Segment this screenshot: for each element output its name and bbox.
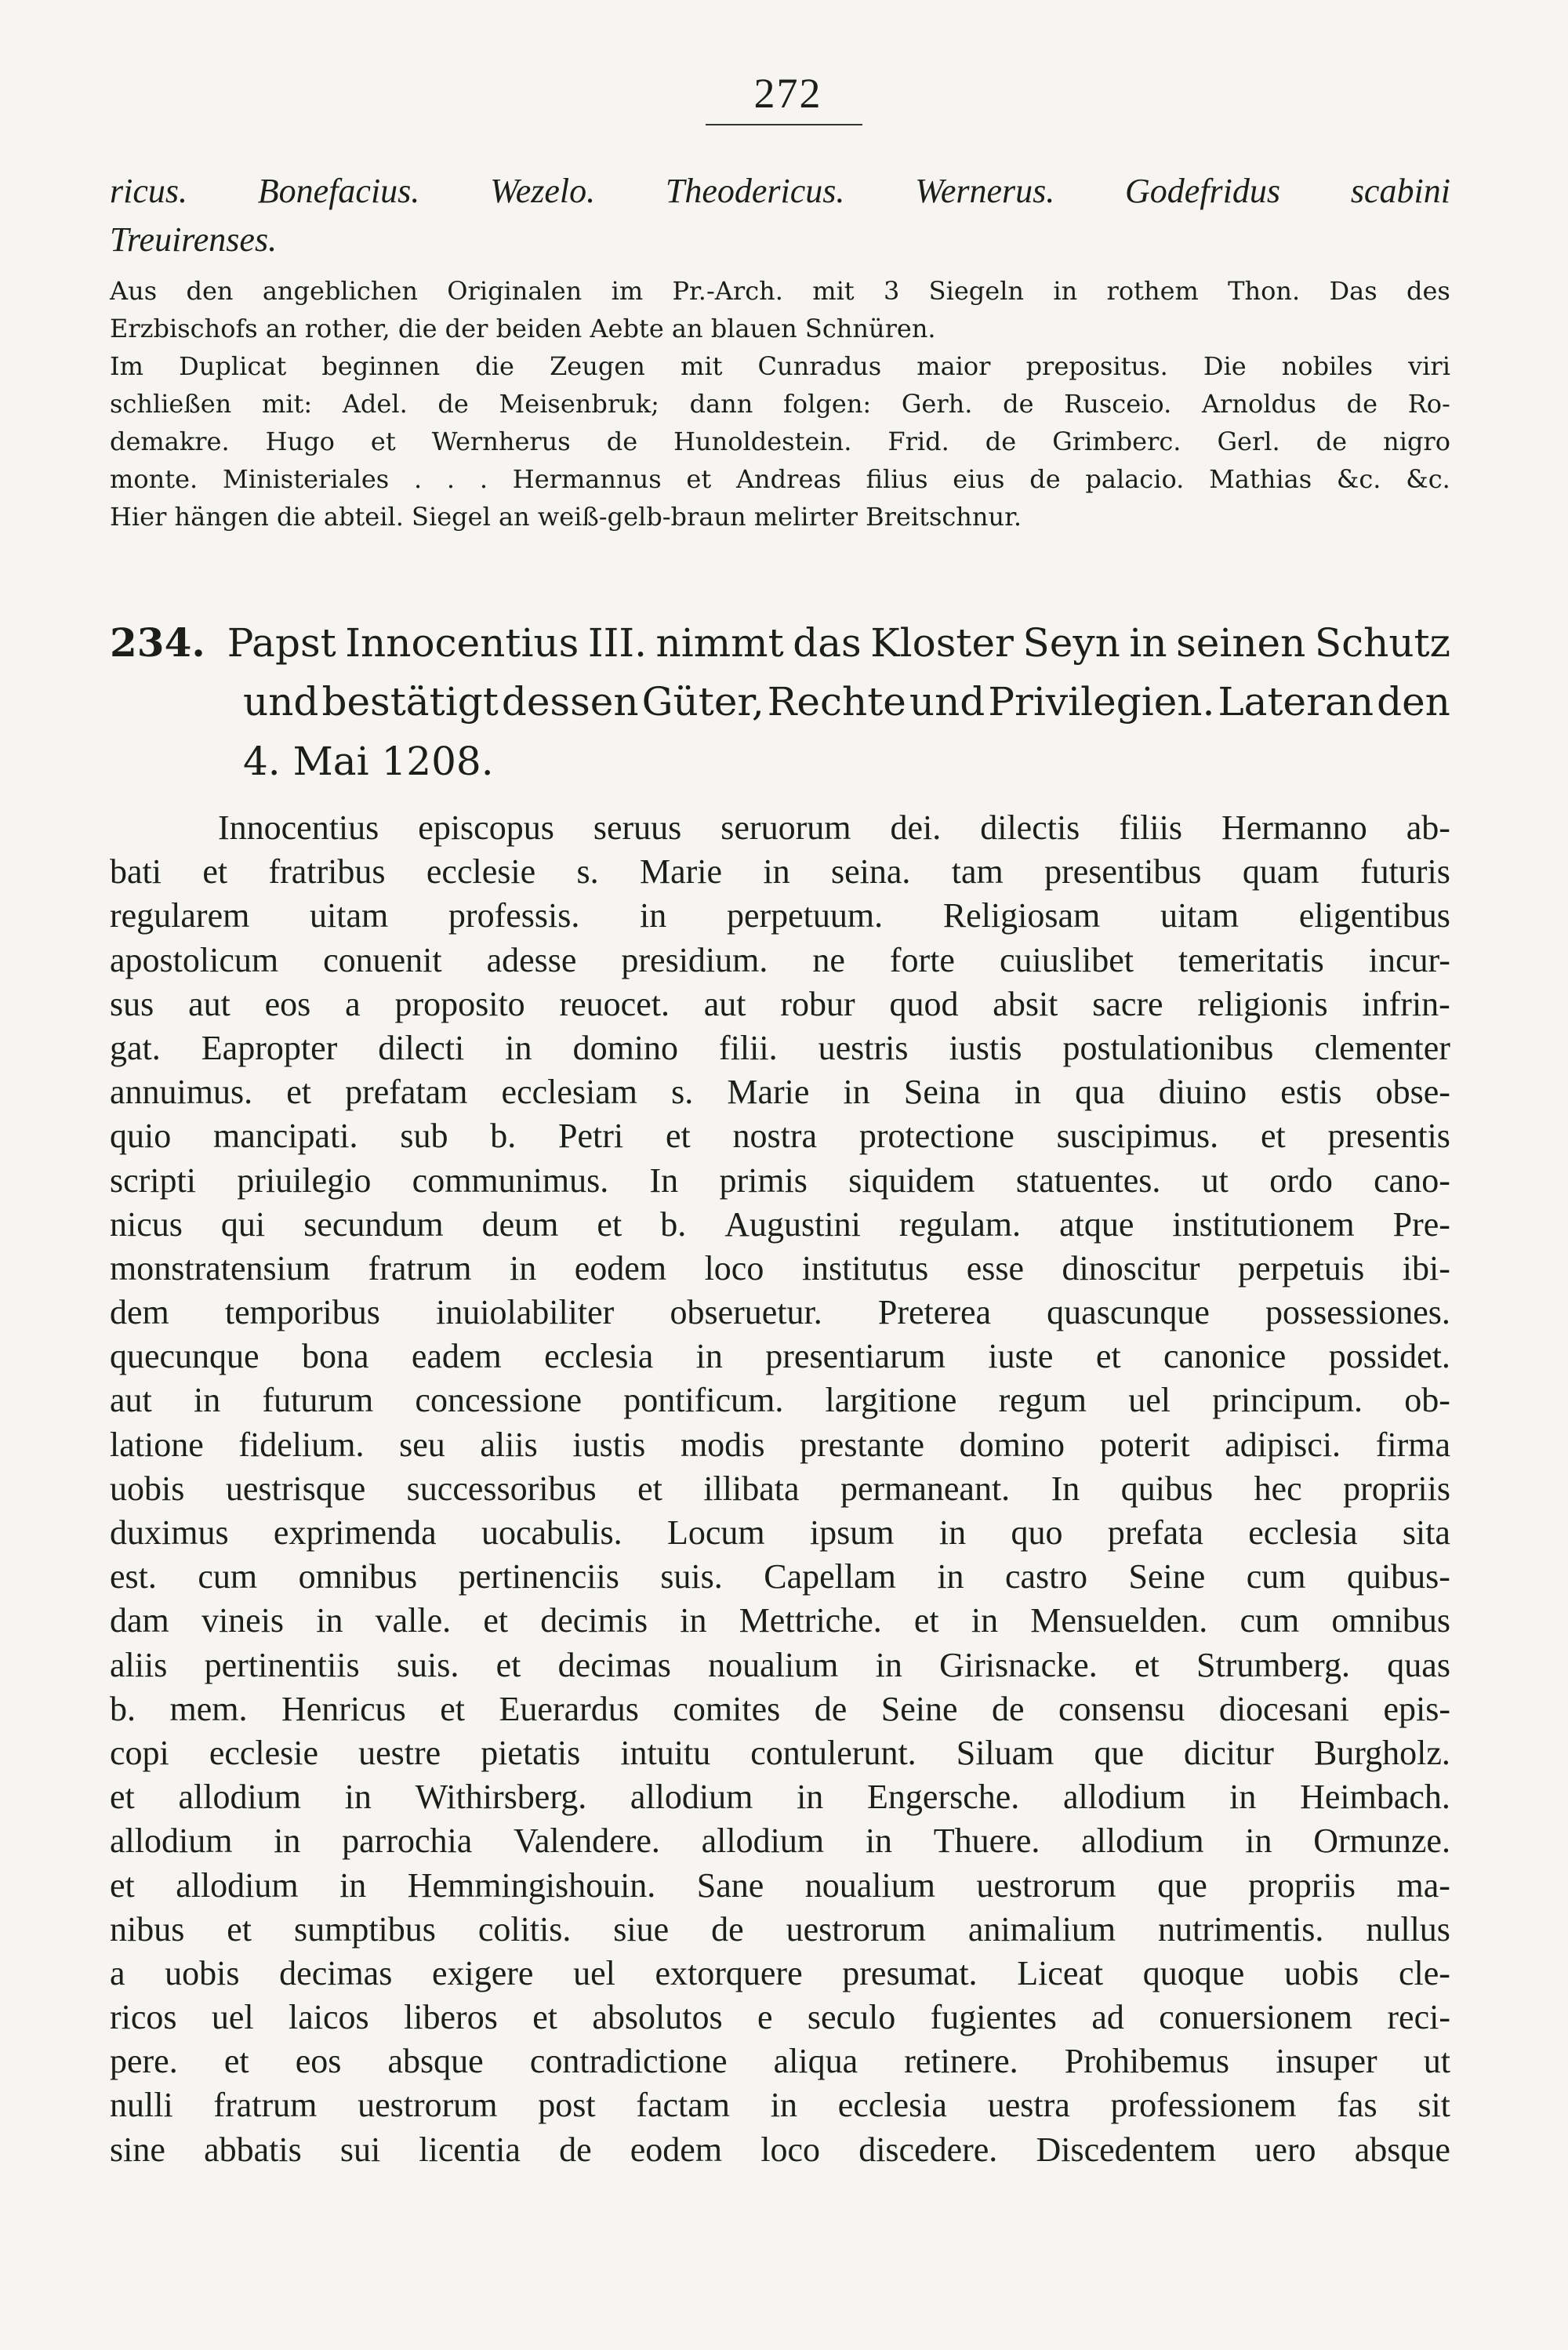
body-line: quecunque bona eadem ecclesia in presentiarum iuste et canonice possidet. — [110, 1337, 1450, 1376]
body-line: b. mem. Henricus et Euerardus comites de Seine de consensu diocesani epis- — [110, 1689, 1450, 1728]
body-line: annuimus. et prefatam ecclesiam s. Marie in Seina in qua diuino estis obse- — [110, 1073, 1450, 1112]
body-line: monstratensium fratrum in eodem loco institutus esse dinoscitur perpetuis ibi- — [110, 1248, 1450, 1288]
heading-line: Papst Innocentius III. nimmt das Kloster Seyn in seinen Schutz — [227, 620, 1450, 666]
body-line: apostolicum conuenit adesse presidium. ne forte cuiuslibet temeritatis incur- — [110, 940, 1450, 979]
note-line: demakre. Hugo et Wernherus de Hunoldestein. Frid. de Grimberc. Gerl. de nigro — [110, 427, 1450, 456]
body-line: dem temporibus inuiolabiliter obseruetur. Preterea quascunque possessiones. — [110, 1293, 1450, 1332]
page-number-rule — [706, 124, 862, 125]
body-line: sus aut eos a proposito reuocet. aut robur quod absit sacre religionis infrin- — [110, 984, 1450, 1023]
body-line: uobis uestrisque successoribus et illibata permaneant. In quibus hec propriis — [110, 1469, 1450, 1508]
body-line: et allodium in Hemmingishouin. Sane noualium uestrorum que propriis ma- — [110, 1865, 1450, 1905]
note-line: monte. Ministeriales . . . Hermannus et Andreas filius eius de palacio. Mathias &c. &c. — [110, 464, 1450, 494]
editorial-notes — [110, 276, 1450, 539]
body-line: aliis pertinentiis suis. et decimas noualium in Girisnacke. et Strumberg. quas — [110, 1645, 1450, 1684]
body-line: bati et fratribus ecclesie s. Marie in seina. tam presentibus quam futuris — [110, 852, 1450, 892]
body-line: aut in futurum concessione pontificum. largitione regum uel principum. ob- — [110, 1381, 1450, 1420]
body-line: latione fidelium. seu aliis iustis modis prestante domino poterit adipisci. firma — [110, 1425, 1450, 1464]
document-number: 234. — [110, 619, 205, 666]
body-line: et allodium in Withirsberg. allodium in Engersche. allodium in Heimbach. — [110, 1778, 1450, 1817]
body-line: regularem uitam professis. in perpetuum. Religiosam uitam eligentibus — [110, 896, 1450, 935]
note-line: schließen mit: Adel. de Meisenbruk; dann folgen: Gerh. de Rusceio. Arnoldus de Ro- — [110, 389, 1450, 419]
document-body — [110, 808, 1450, 2174]
body-line: est. cum omnibus pertinenciis suis. Capellam in castro Seine cum quibus- — [110, 1557, 1450, 1596]
text-line: Treuirenses. — [110, 220, 278, 259]
body-line: ricos uel laicos liberos et absolutos e seculo fugientes ad conuersionem reci- — [110, 1998, 1450, 2037]
page-number: 272 — [753, 70, 822, 117]
previous-document-tail — [110, 171, 1450, 268]
text-line: ricus. Bonefacius. Wezelo. Theodericus. Wernerus. Godefridus scabini — [110, 172, 1450, 210]
body-line: quio mancipati. sub b. Petri et nostra protectione suscipimus. et presentis — [110, 1117, 1450, 1156]
body-line: pere. et eos absque contradictione aliqua retinere. Prohibemus insuper ut — [110, 2042, 1450, 2081]
body-line: nibus et sumptibus colitis. siue de uestrorum animalium nutrimentis. nullus — [110, 1909, 1450, 1949]
body-line: nulli fratrum uestrorum post factam in ecclesia uestra professionem fas sit — [110, 2086, 1450, 2125]
document-heading — [110, 619, 1450, 798]
body-line: sine abbatis sui licentia de eodem loco discedere. Discedentem uero absque — [110, 2130, 1450, 2169]
heading-line: 4. Mai 1208. — [243, 739, 494, 784]
body-line: gat. Eapropter dilecti in domino filii. uestris iustis postulationibus clementer — [110, 1028, 1450, 1067]
body-line: copi ecclesie uestre pietatis intuitu contulerunt. Siluam que dicitur Burgholz. — [110, 1733, 1450, 1772]
body-line: nicus qui secundum deum et b. Augustini regulam. atque institutionem Pre- — [110, 1204, 1450, 1244]
body-line: allodium in parrochia Valendere. allodium in Thuere. allodium in Ormunze. — [110, 1822, 1450, 1861]
body-line: duximus exprimenda uocabulis. Locum ipsum in quo prefata ecclesia sita — [110, 1513, 1450, 1552]
note-line: Im Duplicat beginnen die Zeugen mit Cunradus maior prepositus. Die nobiles viri — [110, 351, 1450, 381]
note-line: Aus den angeblichen Originalen im Pr.-Arch. mit 3 Siegeln in rothem Thon. Das des — [110, 276, 1450, 306]
note-line: Erzbischofs an rother, die der beiden Aebte an blauen Schnüren. — [110, 314, 936, 343]
body-line: Innocentius episcopus seruus seruorum dei. dilectis filiis Hermanno ab- — [218, 808, 1450, 847]
heading-line: und bestätigt dessen Güter, Rechte und Privilegien. Lateran den — [243, 679, 1450, 725]
body-line: scripti priuilegio communimus. In primis siquidem statuentes. ut ordo cano- — [110, 1160, 1450, 1200]
body-line: a uobis decimas exigere uel extorquere presumat. Liceat quoque uobis cle- — [110, 1953, 1450, 1992]
note-line: Hier hängen die abteil. Siegel an weiß-gelb-braun melirter Breitschnur. — [110, 502, 1022, 532]
body-line: dam vineis in valle. et decimis in Mettriche. et in Mensuelden. cum omnibus — [110, 1601, 1450, 1640]
